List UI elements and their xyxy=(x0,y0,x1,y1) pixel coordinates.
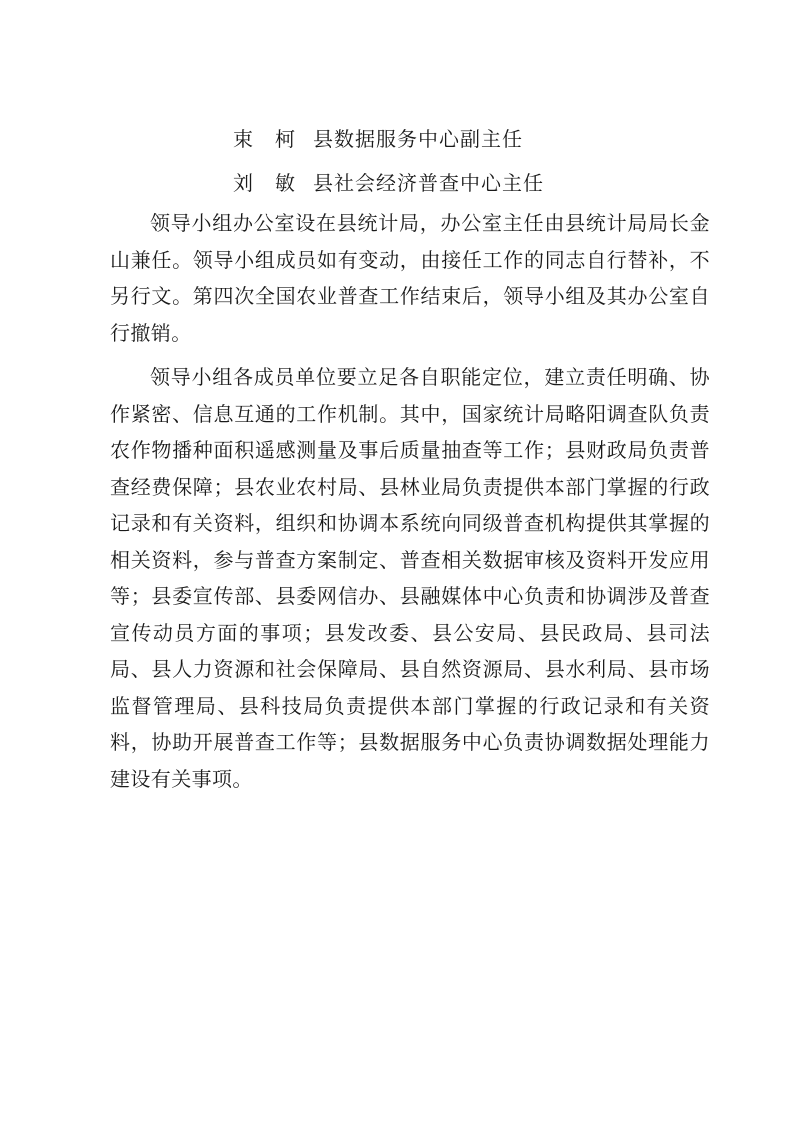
paragraph-office: 领导小组办公室设在县统计局，办公室主任由县统计局局长金山兼任。领导小组成员如有变动，由接任工作的同志自行替补，不另行文。第四次全国农业普查工作结束后，领导小组及其办公室自行撤销。 xyxy=(110,211,710,345)
body-text xyxy=(110,205,710,805)
member-name: 刘 敏 xyxy=(233,171,296,195)
member-role: 县数据服务中心副主任 xyxy=(313,127,523,151)
paragraph-responsibilities: 领导小组各成员单位要立足各自职能定位，建立责任明确、协作紧密、信息互通的工作机制。其中，国家统计局略阳调查队负责农作物播种面积遥感测量及事后质量抽查等工作；县财政局负责普查经费保障；县农业农村局、县林业局负责提供本部门掌握的行政记录和有关资料，组织和协调本系统向同级普查机构提供其掌握的相关资料，参与普查方案制定、普查相关数据审核及资料开发应用等；县委宣传部、县委网信办、县融媒体中心负责和协调涉及普查宣传动员方面的事项；县发改委、县公安局、县民政局、县司法局、县人力资源和社会保障局、县自然资源局、县水利局、县市场监督管理局、县科技局负责提供本部门掌握的行政记录和有关资料，协助开展普查工作等；县数据服务中心负责协调数据处理能力建设有关事项。 xyxy=(110,365,710,791)
member-name: 束 柯 xyxy=(233,127,296,151)
member-list xyxy=(233,124,753,212)
member-role: 县社会经济普查中心主任 xyxy=(313,171,544,195)
member-row xyxy=(233,124,753,168)
